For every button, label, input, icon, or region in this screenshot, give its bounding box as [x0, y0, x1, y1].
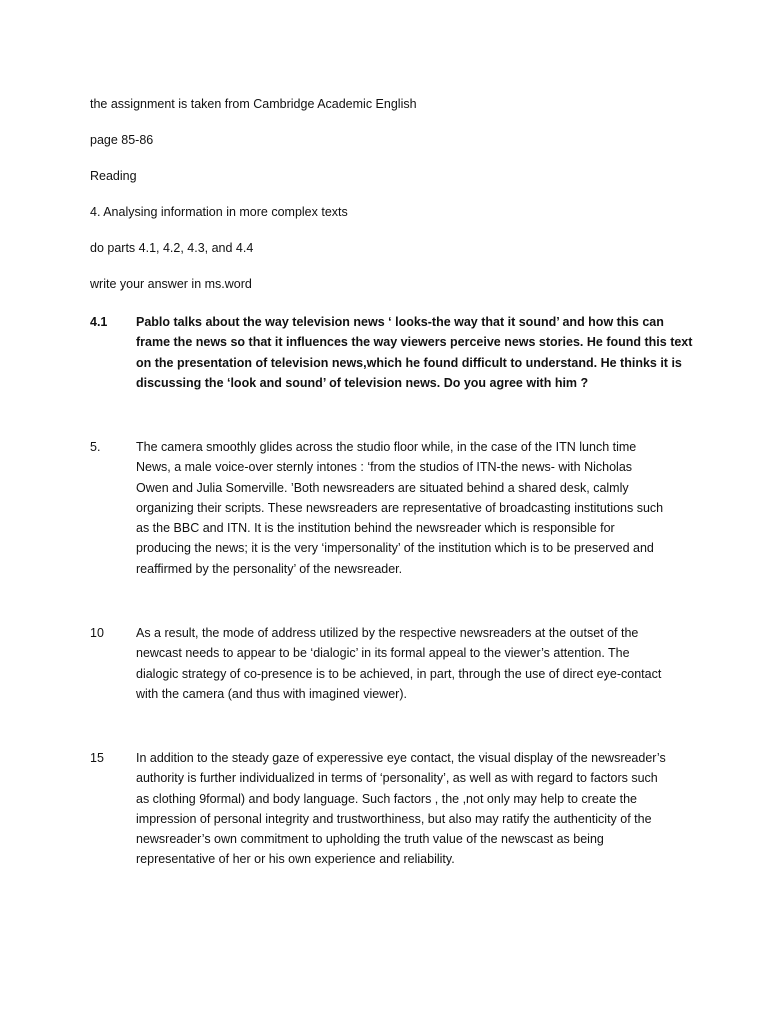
- passage-paragraph: [136, 623, 676, 704]
- passage-line: News, a male voice-over sternly intones : ‘from the studios of ITN-the news- with Nicholas: [136, 460, 633, 475]
- passage-line: organizing their scripts. These newsreaders are representative of broadcasting institutions such: [136, 500, 664, 515]
- passage-line: as the BBC and ITN. It is the institution behind the newsreader which is responsible for: [136, 521, 615, 536]
- passage-line: producing the news; it is the very ‘impersonality’ of the institution which is to be preserved and: [136, 541, 654, 556]
- section-line: Reading: [90, 169, 137, 183]
- pages-line: page 85-86: [90, 133, 154, 147]
- passage-line: as clothing 9formal) and body language. Such factors , the ,not only may help to create the: [136, 791, 637, 806]
- passage-line: The camera smoothly glides across the studio floor while, in the case of the ITN lunch time: [136, 440, 637, 454]
- passage-line: representative of her or his own experience and reliability.: [136, 852, 455, 867]
- question-line: discussing the ‘look and sound’ of television news. Do you agree with him ?: [136, 375, 589, 390]
- format-line: write your answer in ms.word: [90, 277, 252, 291]
- passage-line-number: 10: [90, 626, 104, 640]
- passage-paragraph: [136, 748, 676, 870]
- source-line: the assignment is taken from Cambridge Academic English: [90, 97, 417, 111]
- task-title-line: 4. Analysing information in more complex texts: [90, 205, 348, 219]
- passage-line: dialogic strategy of co-presence is to be achieved, in part, through the use of direct eye-contact: [136, 666, 662, 681]
- question-text: [136, 312, 693, 393]
- passage-line: As a result, the mode of address utilized by the respective newsreaders at the outset of the: [136, 626, 639, 640]
- passage-line: Owen and Julia Somerville. ’Both newsreaders are situated behind a shared desk, calmly: [136, 480, 629, 495]
- passage-line-number: 15: [90, 751, 104, 765]
- passage-paragraph: [136, 437, 676, 579]
- question-line: frame the news so that it influences the way viewers perceive news stories. He found this text: [136, 335, 693, 350]
- passage-line: In addition to the steady gaze of experessive eye contact, the visual display of the newsreader’s: [136, 751, 666, 765]
- passage-line: reaffirmed by the personality’ of the newsreader.: [136, 561, 403, 576]
- parts-line: do parts 4.1, 4.2, 4.3, and 4.4: [90, 241, 254, 255]
- passage-line: authority is further individualized in terms of ‘personality’, as well as with regard to factors such: [136, 771, 658, 786]
- passage-line-number: 5.: [90, 440, 101, 454]
- question-line: Pablo talks about the way television news ‘ looks-the way that it sound’ and how this can: [136, 315, 664, 329]
- passage-line: impression of personal integrity and trustworthiness, but also may ratify the authenticity of the: [136, 811, 652, 826]
- question-line: on the presentation of television news,which he found difficult to understand. He thinks it is: [136, 355, 682, 370]
- passage-line: newsreader’s own commitment to upholding the truth value of the newscast as being: [136, 832, 604, 847]
- question-number: 4.1: [90, 315, 108, 329]
- passage-line: with the camera (and thus with imagined viewer).: [136, 686, 407, 701]
- passage-line: newcast needs to appear to be ‘dialogic’ in its formal appeal to the viewer’s attention. The: [136, 646, 630, 661]
